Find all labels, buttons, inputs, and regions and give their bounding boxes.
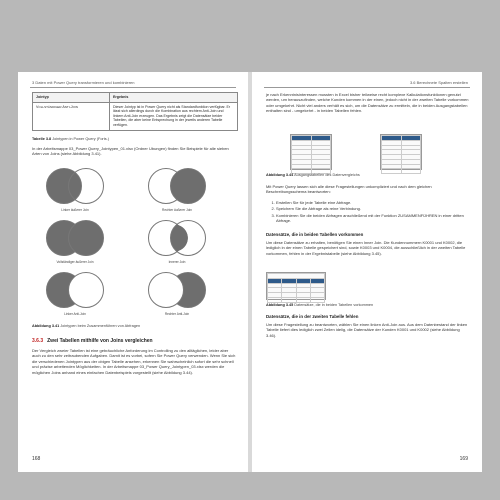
section-title: Zwei Tabellen mithilfe von Joins vergleichen [47, 338, 153, 344]
jointype-table [32, 92, 238, 131]
figure-caption [32, 324, 140, 328]
source-table-right-screenshot [380, 134, 422, 170]
venn-label: Vollständiger äußerer Join [56, 260, 94, 264]
grid-cell [296, 297, 310, 302]
inner-join-result-screenshot [266, 272, 326, 300]
venn-label: Linker Anti-Join [64, 312, 86, 316]
steps-list [266, 200, 472, 225]
figure-caption-text: Datensätze, die in beiden Tabellen vorkommen [294, 303, 374, 307]
left-page [18, 72, 248, 472]
table-header-row [33, 93, 238, 103]
page-number: 169 [459, 456, 468, 462]
grid-row [268, 297, 325, 302]
grid-row [382, 169, 421, 174]
grid-cell [268, 297, 282, 302]
intro-paragraph: je nach Erkenntnisinteressen mussten in Excel bisher teilweise recht komplexe Kalkulationsfunktionen genutzt werden, um herauszufinden, welche Kunden kommen in der einen, jedoch nicht in der zweiten Tabelle vorkommen oder umgekehrt. Nicht viel anders verhält es sich, um die Datensätze zu ermitteln, die in beiden Ausgangstabellen enthalten sind - umgekehrt - in beiden Tabellen fehlen. [266, 92, 469, 114]
right-page [252, 72, 482, 472]
venn-label: Innerer Join [168, 260, 186, 264]
figure-caption-label: Abbildung 3.41 [32, 324, 60, 328]
list-item: 1. Erstellen Sie für jede Tabelle eine Abfrage. [276, 200, 472, 205]
table-cell: Dieser Jointyp ist in Power Query nicht als Standardfunktion verfügbar. Er lässt sich allerdings durch die Kombination aus rechtem Anti-Join und linkem Anti-Join erzeugen. Das Ergebnis zeigt die Datensätze beider Tabellen, die aber keine Entsprechung in der jeweils anderen Tabelle verfügen. [110, 102, 238, 130]
venn-label: Rechter Anti-Join [164, 312, 190, 316]
grid-cell [282, 297, 296, 302]
spreadsheet-grid [381, 135, 421, 174]
paragraph: Um diese Datensätze zu erhalten, benötigen Sie einen Inner Join. Die Kundennummern K0001 und K0002, die lediglich in der einen Tabelle gespeichert sind, sowie K0003 und K0004, die ausschließlich in der zweiten Tabelle vorkommen, fehlen in der Ergebnistabelle (siehe Abbildung 3.45). [266, 240, 466, 256]
grid-cell [401, 169, 421, 174]
table-caption-text: Jointypen in Power Query (Forts.) [52, 137, 109, 141]
spreadsheet-grid [267, 273, 325, 303]
table-caption [32, 137, 109, 141]
source-table-left-screenshot [290, 134, 332, 170]
section-number: 3.6.3 [32, 338, 44, 344]
paragraph: Mit Power Query lassen sich alle diese Fragestellungen unkompliziert und nach dem gleichen Beschreibungsschema beantworten: [266, 184, 432, 195]
subsection-heading: Datensätze, die in der zweiten Tabelle fehlen [266, 314, 359, 319]
figure-caption [266, 303, 373, 307]
spreadsheet-grid [291, 135, 331, 174]
figure-caption-text: Ausgangstabellen des Datenvergleichs [294, 173, 360, 177]
table-row [33, 102, 238, 130]
figure-caption [266, 173, 360, 177]
table-cell: Vollständiger Anti-Join [33, 102, 110, 130]
running-head: 3 Daten mit Power Query transformieren und kombinieren [32, 80, 135, 85]
intro-paragraph: In der Arbeitsmappe 03_Power Query_Jointypen_01.xlsx (Ordner Ubungen) finden Sie Beispiele für alle sieben Arten von Joins (siehe Abbildung 3.41). [32, 146, 229, 157]
venn-circle [68, 168, 104, 204]
section-heading [32, 338, 153, 344]
header-rule [264, 87, 470, 88]
venn-circle [68, 272, 104, 308]
figure-caption-label: Abbildung 3.45 [266, 303, 294, 307]
venn-circle [68, 220, 104, 256]
section-paragraph: Der Vergleich zweier Tabellen ist eine gebräuchliche Anforderung im Controlling zu den alltäglichen, leider aber auch zu den sehr zeitraubenden Aufgaben. Damit ist es vorbei, sofern Sie Power Query verwenden. Wenn Sie sich die verschiedenen Jointypen aus der obigen Tabelle ansehen, erkennen Sie wahrscheinlich sofort die sehr schnell und präzise arbeitenden Möglichkeiten. In der Arbeitsmappe 03_Power Query_Jointypen_03.xlsx werden die möglichen Joins anhand eines einfachen Datenbeispiels vorgestellt (siehe Abbildung 3.44). [32, 348, 236, 375]
paragraph: Um diese Fragestellung zu beantworten, wählen Sie einen linken Anti-Join aus. Aus dem Datenbestand der linken Tabelle liefert dies lediglich zwei Zeilen idelig, die Datensätze der Kunden K0001 und K0002 (siehe Abbildung 3.46). [266, 322, 468, 338]
table-header-cell: Jointyp [33, 93, 110, 103]
venn-label: Linker äußerer Join [61, 208, 89, 212]
table-caption-label: Tabelle 3.8 [32, 137, 52, 141]
venn-label: Rechter äußerer Join [162, 208, 192, 212]
list-item: 2. Speichern Sie die Abfrage als reine Verbindung. [276, 206, 472, 211]
running-head: 3.6 Berechnete Spalten erstellen [409, 80, 468, 85]
venn-circle [148, 272, 184, 308]
venn-circle [170, 220, 206, 256]
grid-cell [310, 297, 324, 302]
figure-caption-label: Abbildung 3.44 [266, 173, 294, 177]
subsection-heading: Datensätze, die in beiden Tabellen vorkommen [266, 232, 364, 237]
figure-caption-text: Jointypen beim Zusammenführen von Abfragen [60, 324, 141, 328]
header-rule [30, 87, 236, 88]
table-header-cell: Ergebnis [110, 93, 238, 103]
grid-cell [382, 169, 402, 174]
page-number: 168 [32, 456, 41, 462]
list-item: 3. Kombinieren Sie die beiden Abfragen anschließend mit der Funktion ZUSAMMENFÜHREN in einer dritten Abfrage. [276, 213, 472, 224]
venn-circle [170, 168, 206, 204]
